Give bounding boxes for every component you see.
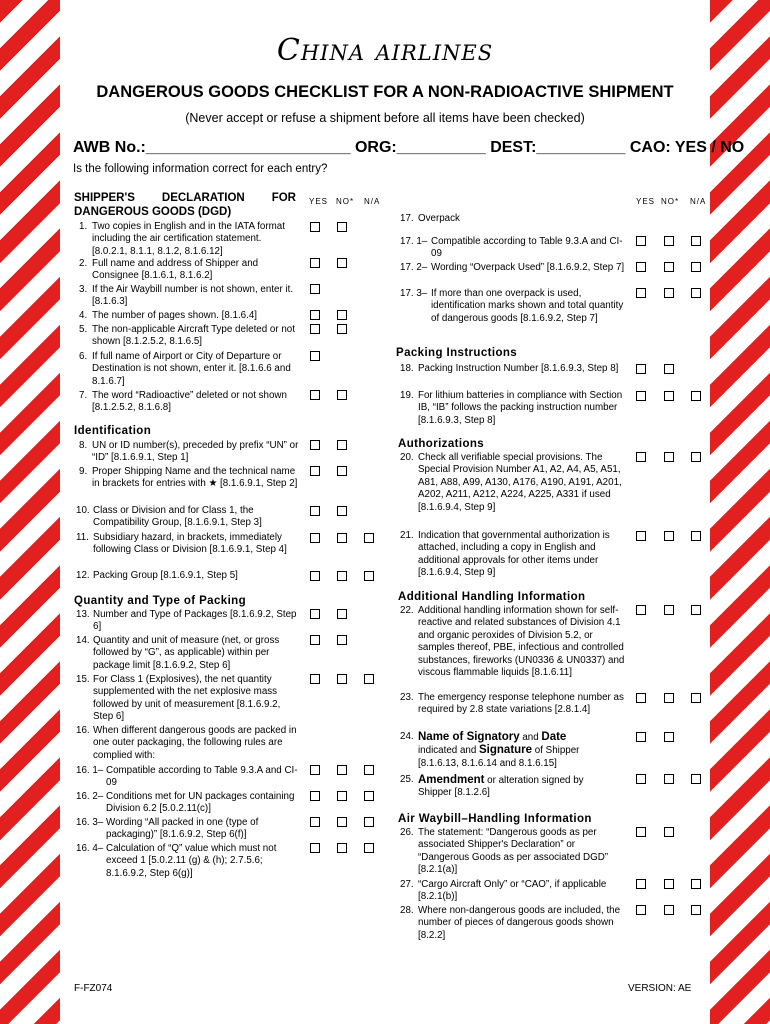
list-item: 17. 2– Wording “Overpack Used” [8.1.6.9.2, Step 7] bbox=[400, 262, 625, 273]
item-24-yes-checkbox[interactable] bbox=[636, 732, 646, 742]
item-9-yes-checkbox[interactable] bbox=[310, 466, 320, 476]
item-19-yes-checkbox[interactable] bbox=[636, 391, 646, 401]
item-18-yes-checkbox[interactable] bbox=[636, 364, 646, 374]
item-9-no-checkbox[interactable] bbox=[337, 466, 347, 476]
list-item: 23. The emergency response telephone number as required by 2.8 state variations [2.8.1.4] bbox=[400, 692, 624, 716]
list-item: 15. For Class 1 (Explosives), the net quantity supplemented with the net explosive mass followed by unit of measurement [8.1.6.9.2, Step 6] bbox=[76, 674, 281, 723]
item-12-na-checkbox[interactable] bbox=[364, 571, 374, 581]
item-7-yes-checkbox[interactable] bbox=[310, 390, 320, 400]
col-no-right: NO* bbox=[661, 197, 680, 206]
item-4-no-checkbox[interactable] bbox=[337, 310, 347, 320]
item-22-no-checkbox[interactable] bbox=[664, 605, 674, 615]
list-item: 17. 3– If more than one overpack is used, identification marks shown and total quantity of dangerous goods [8.1.6.9.2, Step 7] bbox=[400, 288, 624, 324]
airline-logo: China airlines bbox=[276, 33, 494, 68]
item-16-1-no-checkbox[interactable] bbox=[337, 765, 347, 775]
item-10-no-checkbox[interactable] bbox=[337, 506, 347, 516]
item-13-yes-checkbox[interactable] bbox=[310, 609, 320, 619]
item-26-yes-checkbox[interactable] bbox=[636, 827, 646, 837]
col-yes-left: YES bbox=[309, 197, 329, 206]
item-16-2-yes-checkbox[interactable] bbox=[310, 791, 320, 801]
item-18-no-checkbox[interactable] bbox=[664, 364, 674, 374]
item-16-1-yes-checkbox[interactable] bbox=[310, 765, 320, 775]
list-item: 13. Number and Type of Packages [8.1.6.9.2, Step 6] bbox=[76, 609, 297, 633]
list-item: 7. The word “Radioactive” deleted or not shown [8.1.2.5.2, 8.1.6.8] bbox=[79, 390, 287, 414]
item-17-2-na-checkbox[interactable] bbox=[691, 262, 701, 272]
item-27-na-checkbox[interactable] bbox=[691, 879, 701, 889]
list-item: 11. Subsidiary hazard, in brackets, immediately following Class or Division [8.1.6.9.1, Step 4] bbox=[76, 532, 287, 556]
list-item: 27. “Cargo Aircraft Only” or “CAO”, if applicable [8.2.1(b)] bbox=[400, 879, 607, 903]
item-28-yes-checkbox[interactable] bbox=[636, 905, 646, 915]
item-14-yes-checkbox[interactable] bbox=[310, 635, 320, 645]
item-19-no-checkbox[interactable] bbox=[664, 391, 674, 401]
item-16-2-na-checkbox[interactable] bbox=[364, 791, 374, 801]
item-2-no-checkbox[interactable] bbox=[337, 258, 347, 268]
list-item: 16. 4– Calculation of “Q” value which must not exceed 1 [5.0.2.11 (g) & (h); 2.7.5.6; 8.1.6.9.2, Step 6(g)] bbox=[76, 843, 277, 879]
item-21-no-checkbox[interactable] bbox=[664, 531, 674, 541]
item-20-yes-checkbox[interactable] bbox=[636, 452, 646, 462]
form-subtitle: (Never accept or refuse a shipment before all items have been checked) bbox=[185, 111, 585, 125]
item-14-no-checkbox[interactable] bbox=[337, 635, 347, 645]
item-16-4-yes-checkbox[interactable] bbox=[310, 843, 320, 853]
item-5-yes-checkbox[interactable] bbox=[310, 324, 320, 334]
awb-entry-line: AWB No.:_______________________ ORG:__________ DEST:__________ CAO: YES / NO bbox=[73, 139, 745, 156]
item-22-yes-checkbox[interactable] bbox=[636, 605, 646, 615]
list-item: 4. The number of pages shown. [8.1.6.4] bbox=[79, 310, 258, 321]
item-20-na-checkbox[interactable] bbox=[691, 452, 701, 462]
list-item: 21. Indication that governmental authorization is attached, including a copy in English and additional approvals for other items under [8.1.6.9.4, Step 9] bbox=[400, 530, 610, 579]
item-12-yes-checkbox[interactable] bbox=[310, 571, 320, 581]
col-yes-right: YES bbox=[636, 197, 656, 206]
list-item: 24. Name of Signatory and Date indicated and Signature of Shipper [8.1.6.13, 8.1.6.14 and 8.1.6.15] bbox=[400, 731, 580, 769]
list-item: 28. Where non-dangerous goods are included, the number of pieces of dangerous goods shown [8.2.2] bbox=[400, 905, 621, 941]
item-8-no-checkbox[interactable] bbox=[337, 440, 347, 450]
list-item: 3. If the Air Waybill number is not shown, enter it. [8.1.6.3] bbox=[79, 284, 294, 308]
item-11-na-checkbox[interactable] bbox=[364, 533, 374, 543]
section-packing: Packing Instructions bbox=[396, 347, 518, 359]
section-authorizations: Authorizations bbox=[398, 438, 485, 450]
col-na-right: N/A bbox=[690, 197, 707, 206]
section-awb-handling: Air Waybill–Handling Information bbox=[398, 813, 592, 825]
section-quantity: Quantity and Type of Packing bbox=[74, 595, 247, 607]
list-item: 20. Check all verifiable special provisions. The Special Provision Number A1, A2, A4, A5, A51, A81, A88, A99, A130, A176, A190, A191, A201, A202, A211, A212, A224, A225, A331 if used [8.1.6.9.4, Step 9] bbox=[400, 452, 622, 513]
item-12-no-checkbox[interactable] bbox=[337, 571, 347, 581]
item-27-no-checkbox[interactable] bbox=[664, 879, 674, 889]
list-item: 19. For lithium batteries in compliance with Section IB, “IB” follows the packing instruction number [8.1.6.9.3, Step 8] bbox=[400, 390, 623, 426]
item-17-3-na-checkbox[interactable] bbox=[691, 288, 701, 298]
item-25-yes-checkbox[interactable] bbox=[636, 774, 646, 784]
item-21-na-checkbox[interactable] bbox=[691, 531, 701, 541]
list-item: 14. Quantity and unit of measure (net, or gross followed by “G”, as applicable) within per package limit [8.1.6.9.2, Step 6] bbox=[76, 635, 280, 671]
item-17-2-yes-checkbox[interactable] bbox=[636, 262, 646, 272]
item-23-na-checkbox[interactable] bbox=[691, 693, 701, 703]
item-17-1-yes-checkbox[interactable] bbox=[636, 236, 646, 246]
item-26-no-checkbox[interactable] bbox=[664, 827, 674, 837]
section-identification: Identification bbox=[74, 425, 152, 437]
item-13-no-checkbox[interactable] bbox=[337, 609, 347, 619]
list-item: 5. The non-applicable Aircraft Type deleted or not shown [8.1.2.5.2, 8.1.6.5] bbox=[79, 324, 295, 348]
item-16-3-na-checkbox[interactable] bbox=[364, 817, 374, 827]
item-16-2-no-checkbox[interactable] bbox=[337, 791, 347, 801]
list-item: 12. Packing Group [8.1.6.9.1, Step 5] bbox=[76, 570, 238, 581]
item-11-no-checkbox[interactable] bbox=[337, 533, 347, 543]
item-17-2-no-checkbox[interactable] bbox=[664, 262, 674, 272]
form-title: DANGEROUS GOODS CHECKLIST FOR A NON-RADIOACTIVE SHIPMENT bbox=[96, 83, 674, 101]
list-item: 26. The statement: “Dangerous goods as per associated Shipper's Declaration” or “Dangerous Goods as per associated DGD” [8.2.1(a)] bbox=[400, 827, 609, 876]
item-17-1-na-checkbox[interactable] bbox=[691, 236, 701, 246]
item-16-1-na-checkbox[interactable] bbox=[364, 765, 374, 775]
item-5-no-checkbox[interactable] bbox=[337, 324, 347, 334]
item-17-3-yes-checkbox[interactable] bbox=[636, 288, 646, 298]
item-8-yes-checkbox[interactable] bbox=[310, 440, 320, 450]
item-16-3-no-checkbox[interactable] bbox=[337, 817, 347, 827]
list-item: 22. Additional handling information shown for self-reactive and related substances of Division 4.1 and organic peroxides of Division 5.2, or samples thereof, PBE, infectious and controlled substances, fireworks (UN0336 & UN0337) and viscous flammable liquids [8.1.6.11] bbox=[400, 605, 625, 679]
list-item: 16. 3– Wording “All packed in one (type of packaging)” [8.1.6.9.2, Step 6(f)] bbox=[76, 817, 259, 841]
item-21-yes-checkbox[interactable] bbox=[636, 531, 646, 541]
col-na-left: N/A bbox=[364, 197, 381, 206]
item-15-no-checkbox[interactable] bbox=[337, 674, 347, 684]
item-27-yes-checkbox[interactable] bbox=[636, 879, 646, 889]
list-item: 16. When different dangerous goods are packed in one outer packaging, the following rules are complied with: bbox=[76, 725, 297, 761]
section-dgd: SHIPPER'S DECLARATION FOR DANGEROUS GOODS (DGD) bbox=[74, 192, 296, 218]
item-25-no-checkbox[interactable] bbox=[664, 774, 674, 784]
item-6-yes-checkbox[interactable] bbox=[310, 351, 320, 361]
item-4-yes-checkbox[interactable] bbox=[310, 310, 320, 320]
item-10-yes-checkbox[interactable] bbox=[310, 506, 320, 516]
item-17-3-no-checkbox[interactable] bbox=[664, 288, 674, 298]
list-item: 16. 1– Compatible according to Table 9.3.A and CI-09 bbox=[76, 765, 298, 789]
item-28-no-checkbox[interactable] bbox=[664, 905, 674, 915]
item-2-yes-checkbox[interactable] bbox=[310, 258, 320, 268]
item-22-na-checkbox[interactable] bbox=[691, 605, 701, 615]
instruction-question: Is the following information correct for each entry? bbox=[73, 163, 328, 175]
left-border-stripes bbox=[0, 0, 60, 1024]
item-3-yes-checkbox[interactable] bbox=[310, 284, 320, 294]
list-item: 1. Two copies in English and in the IATA format including the air certification statement. [8.0.2.1, 8.1.1, 8.1.2, 8.1.6.12] bbox=[79, 221, 285, 257]
item-23-yes-checkbox[interactable] bbox=[636, 693, 646, 703]
item-28-na-checkbox[interactable] bbox=[691, 905, 701, 915]
item-16-4-na-checkbox[interactable] bbox=[364, 843, 374, 853]
version-label: VERSION: AE bbox=[628, 983, 692, 994]
list-item: 18. Packing Instruction Number [8.1.6.9.3, Step 8] bbox=[400, 363, 619, 374]
item-20-no-checkbox[interactable] bbox=[664, 452, 674, 462]
item-19-na-checkbox[interactable] bbox=[691, 391, 701, 401]
item-17-1-no-checkbox[interactable] bbox=[664, 236, 674, 246]
item-11-yes-checkbox[interactable] bbox=[310, 533, 320, 543]
item-1-yes-checkbox[interactable] bbox=[310, 222, 320, 232]
item-16-3-yes-checkbox[interactable] bbox=[310, 817, 320, 827]
col-no-left: NO* bbox=[336, 197, 355, 206]
item-15-yes-checkbox[interactable] bbox=[310, 674, 320, 684]
section-additional-handling: Additional Handling Information bbox=[398, 591, 586, 603]
list-item: 10. Class or Division and for Class 1, the Compatibility Group, [8.1.6.9.1, Step 3] bbox=[76, 505, 262, 529]
list-item: 9. Proper Shipping Name and the technical name in brackets for entries with ★ [8.1.6.9.1, Step 2] bbox=[79, 466, 298, 490]
item-16-4-no-checkbox[interactable] bbox=[337, 843, 347, 853]
list-item: 8. UN or ID number(s), preceded by prefix “UN” or “ID” [8.1.6.9.1, Step 1] bbox=[79, 440, 299, 464]
list-item: 17. Overpack bbox=[400, 213, 460, 224]
item-24-no-checkbox[interactable] bbox=[664, 732, 674, 742]
list-item: 2. Full name and address of Shipper and Consignee [8.1.6.1, 8.1.6.2] bbox=[79, 258, 259, 282]
list-item: 16. 2– Conditions met for UN packages containing Division 6.2 [5.0.2.11(c)] bbox=[76, 791, 295, 815]
item-7-no-checkbox[interactable] bbox=[337, 390, 347, 400]
item-25-na-checkbox[interactable] bbox=[691, 774, 701, 784]
item-23-no-checkbox[interactable] bbox=[664, 693, 674, 703]
list-item: 25. Amendment or alteration signed by Shipper [8.1.2.6] bbox=[400, 774, 584, 799]
item-1-no-checkbox[interactable] bbox=[337, 222, 347, 232]
form-code: F-FZ074 bbox=[74, 983, 113, 994]
list-item: 17. 1– Compatible according to Table 9.3.A and CI-09 bbox=[400, 236, 623, 260]
list-item: 6. If full name of Airport or City of Departure or Destination is not shown, enter it. [8.1.6.6 and 8.1.6.7] bbox=[79, 351, 291, 387]
item-15-na-checkbox[interactable] bbox=[364, 674, 374, 684]
